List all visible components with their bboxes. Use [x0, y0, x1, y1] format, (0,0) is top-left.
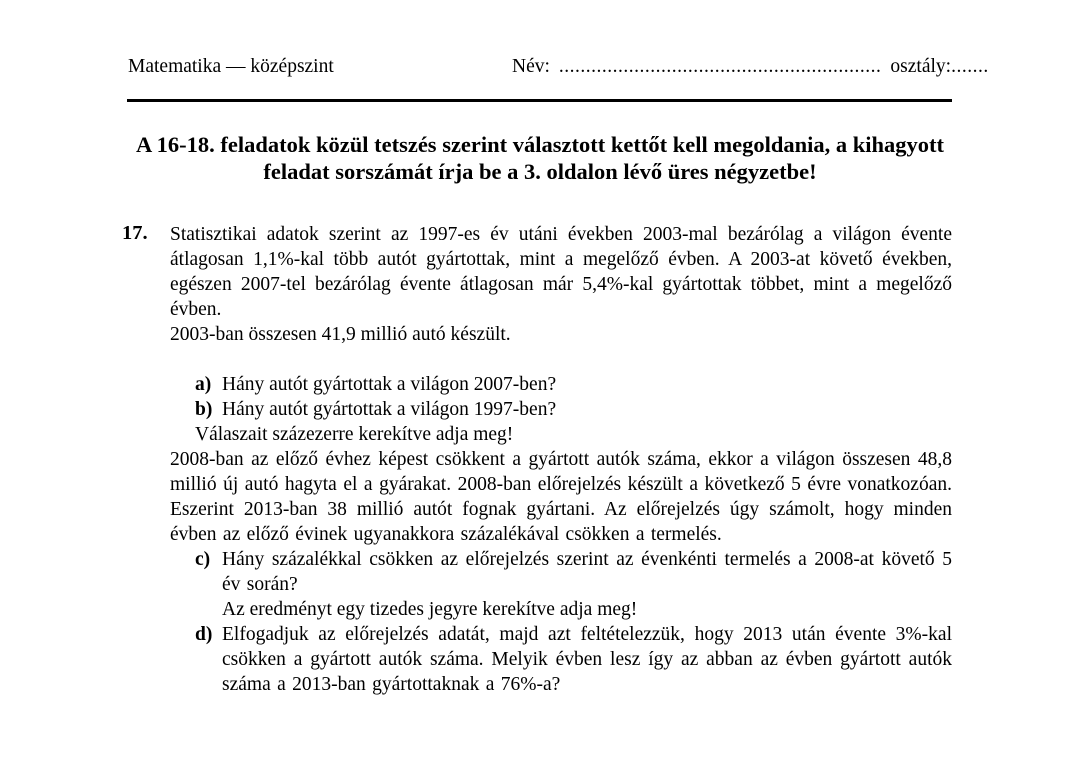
subtask-b	[170, 397, 952, 422]
subtask-ab-note: Válaszait százezerre kerekítve adja meg!	[195, 424, 514, 445]
subtask-c-note: Az eredményt egy tizedes jegyre kerekítve adja meg!	[222, 599, 638, 620]
subtask-c-marker: c)	[195, 549, 211, 570]
subtask-c-text	[222, 547, 952, 622]
problem-intro-line2: 2003-ban összesen 41,9 millió autó készült.	[170, 324, 511, 345]
subtask-d	[170, 622, 952, 697]
subtask-b-marker: b)	[195, 399, 213, 420]
class-fill-line: .......	[951, 56, 989, 77]
course-level-label: Matematika — középszint	[128, 56, 334, 77]
subtask-list-ab	[170, 372, 952, 447]
problem-body	[170, 222, 952, 697]
name-fill-line: ............................................................	[558, 56, 882, 77]
header-name-class-row	[512, 54, 989, 79]
subtask-d-marker: d)	[195, 624, 213, 645]
subtask-a	[170, 372, 952, 397]
section-instruction: A 16-18. feladatok közül tetszés szerint választott kettőt kell megoldania, a kihagyott feladat sorszámát írja be a 3. oldalon lévő üres négyzetbe!	[135, 132, 945, 184]
class-label: osztály:	[890, 56, 952, 77]
subtask-a-text: Hány autót gyártottak a világon 2007-ben?	[222, 374, 557, 395]
problem-second-paragraph: 2008-ban az előző évhez képest csökkent a gyártott autók száma, ekkor a világon összesen 48,8 millió új autó hagyta el a gyárakat. 2008-ban előrejelzés készült a következő 5 évre vonatkozóan. Eszerint 2013-ban 38 millió autót fognak gyártani. Az előrejelzés úgy számolt, hogy minden évben az előző évinek ugyanakkora százalékával csökken a termelés.	[170, 449, 952, 545]
subtask-b-text: Hány autót gyártottak a világon 1997-ben?	[222, 399, 557, 420]
name-label: Név:	[512, 56, 550, 77]
subtask-d-question: Elfogadjuk az előrejelzés adatát, majd azt feltételezzük, hogy 2013 után évente 3%-kal csökken a gyártott autók száma. Melyik évben lesz így az abban az évben gyártott autók száma a 2013-ban gyártottaknak a 76%-a?	[222, 624, 952, 695]
problem-number: 17.	[122, 222, 148, 244]
header-divider	[127, 99, 952, 102]
subtask-c	[170, 547, 952, 622]
subtask-a-marker: a)	[195, 374, 212, 395]
subtask-c-question: Hány százalékkal csökken az előrejelzés szerint az évenkénti termelés a 2008-at követő 5 év során?	[222, 549, 952, 595]
subtask-d-text	[222, 622, 952, 697]
problem-intro-paragraph: Statisztikai adatok szerint az 1997-es év utáni években 2003-mal bezárólag a világon évente átlagosan 1,1%-kal több autót gyártottak, mint a megelőző évben. A 2003-at követő években, egészen 2007-tel bezárólag évente átlagosan már 5,4%-kal gyártottak többet, mint a megelőző évben.	[170, 224, 952, 320]
